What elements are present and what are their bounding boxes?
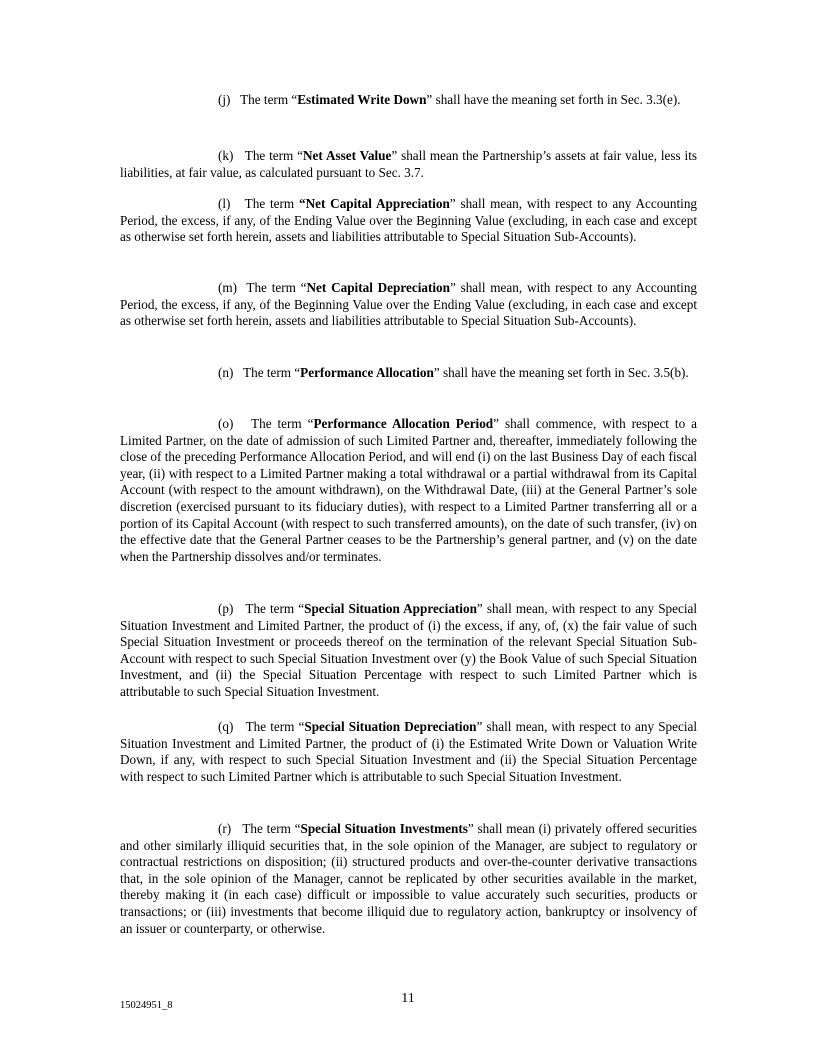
defined-term: Net Capital Depreciation [306,280,450,295]
defined-term: Special Situation Appreciation [304,601,477,616]
defined-term: Net Asset Value [303,148,392,163]
definition-j: (j) The term “Estimated Write Down” shall have the meaning set forth in Sec. 3.3(e). [218,92,681,107]
defined-term: “Net Capital Appreciation [298,196,450,211]
defined-term: Estimated Write Down [297,92,427,107]
item-label: (r) [218,821,232,836]
item-label: (q) [218,719,234,734]
definition-m: (m) The term “Net Capital Depreciation” shall mean, with respect to any Accounting Period, the excess, if any, of the Beginning Value over the Ending Value (excluding, in each case and except as otherwise set forth herein, assets and liabilities attributable to Special Situation Sub-Accounts). [120,280,698,329]
item-label: (k) [218,148,234,163]
item-label: (l) [218,196,231,211]
definition-k: (k) The term “Net Asset Value” shall mean the Partnership’s assets at fair value, less its liabilities, at fair value, as calculated pursuant to Sec. 3.7. [120,148,697,180]
defined-term: Performance Allocation [300,365,434,380]
definition-l: (l) The term “Net Capital Appreciation” shall mean, with respect to any Accounting Period, the excess, if any, of the Ending Value over the Beginning Value (excluding, in each case and except as otherwise set forth herein, assets and liabilities attributable to Special Situation Sub-Accounts). [120,196,698,245]
item-label: (p) [218,601,234,616]
page-number: 11 [401,991,415,1006]
item-label: (m) [218,280,238,295]
definition-q: (q) The term “Special Situation Depreciation” shall mean, with respect to any Special Situation Investment and Limited Partner, the product of (i) the Estimated Write Down or Valuation Write Down, if any, with respect to such Special Situation Investment and (ii) the Special Situation Percentage with respect to such Limited Partner which is attributable to such Special Situation Investment. [120,719,698,784]
defined-term: Special Situation Investments [300,821,468,836]
defined-term: Performance Allocation Period [313,416,494,431]
item-label: (o) [218,416,234,431]
document-id: 15024951_8 [120,1000,173,1011]
definition-r: (r) The term “Special Situation Investments” shall mean (i) privately offered securities and other similarly illiquid securities that, in the sole opinion of the Manager, are subject to regulatory or contractual restrictions on disposition; (ii) structured products and over-the-counter derivative transactions that, in the sole opinion of the Manager, cannot be replicated by other securities available in the market, thereby making it (in each case) difficult or impossible to value accurately such securities, products or transactions; or (iii) investments that become illiquid due to regulatory action, bankruptcy or insolvency of an issuer or counterparty, or otherwise. [120,821,697,936]
definition-o: (o) The term “Performance Allocation Period” shall commence, with respect to a Limited Partner, on the date of admission of such Limited Partner and, thereafter, immediately following the close of the preceding Performance Allocation Period, and will end (i) on the last Business Day of each fiscal year, (ii) with respect to a Limited Partner making a total withdrawal or a partial withdrawal from its Capital Account (with respect to the amount withdrawn), on the Withdrawal Date, (iii) at the General Partner’s sole discretion (exercised pursuant to its fiduciary duties), with respect to a Limited Partner transferring all or a portion of its Capital Account (with respect to such transferred amounts), on the date of such transfer, (iv) on the effective date that the General Partner ceases to be the Partnership’s general partner, and (v) on the date when the Partnership dissolves and/or terminates. [120,416,697,564]
item-label: (n) [218,365,234,380]
defined-term: Special Situation Depreciation [304,719,477,734]
definition-p: (p) The term “Special Situation Appreciation” shall mean, with respect to any Special Situation Investment and Limited Partner, the product of (i) the excess, if any, of, (x) the fair value of such Special Situation Investment or proceeds thereof on the termination of the relevant Special Situation Sub-Account with respect to such Special Situation Investment over (y) the Book Value of such Special Situation Investment, and (ii) the Special Situation Percentage with respect to such Limited Partner which is attributable to such Special Situation Investment. [120,601,698,699]
item-label: (j) [218,92,231,107]
definition-n: (n) The term “Performance Allocation” shall have the meaning set forth in Sec. 3.5(b). [218,365,689,380]
